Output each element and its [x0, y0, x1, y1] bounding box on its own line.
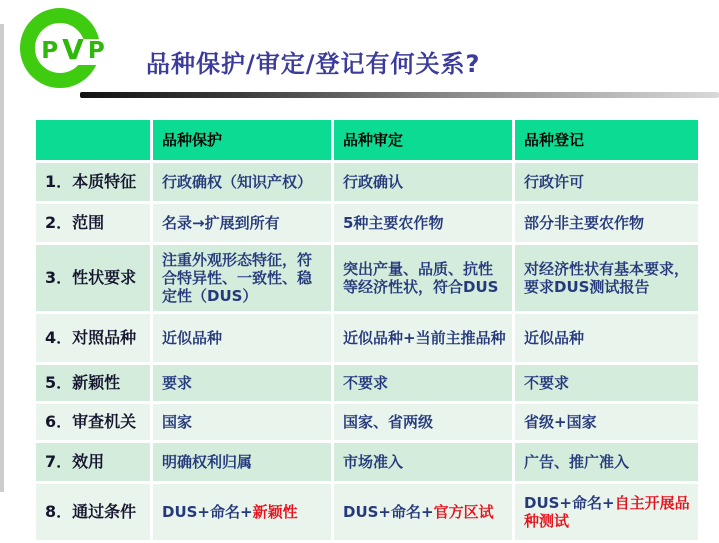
table-cell: 省级+国家 — [515, 404, 698, 440]
row-label: 1．本质特征 — [36, 163, 150, 201]
highlight-red-text: 新颖性 — [252, 502, 298, 521]
table-cell: 近似品种+当前主推品种 — [334, 314, 512, 362]
table-row — [36, 163, 698, 201]
column-header-registration: 品种登记 — [515, 120, 698, 160]
table-cell — [153, 484, 331, 540]
table-cell: 部分非主要农作物 — [515, 204, 698, 242]
table-cell: 国家 — [153, 404, 331, 440]
row-label: 8．通过条件 — [36, 484, 150, 540]
row-label: 5．新颖性 — [36, 365, 150, 401]
left-edge-line — [0, 24, 4, 492]
row-label: 6．审查机关 — [36, 404, 150, 440]
table-cell: 行政确权（知识产权） — [153, 163, 331, 201]
table-cell: 5种主要农作物 — [334, 204, 512, 242]
table-cell — [515, 484, 698, 540]
table-cell: 行政确认 — [334, 163, 512, 201]
table-header-row — [36, 120, 698, 160]
logo-text — [27, 34, 119, 68]
logo-letter-v: V — [62, 33, 84, 66]
logo-letter-p1: P — [41, 37, 59, 64]
table-row — [36, 204, 698, 242]
table-row — [36, 314, 698, 362]
table-cell: 近似品种 — [515, 314, 698, 362]
table-cell: 不要求 — [515, 365, 698, 401]
table-row — [36, 365, 698, 401]
table-cell: 注重外观形态特征，符合特异性、一致性、稳定性（DUS） — [153, 245, 331, 311]
column-header-certification: 品种审定 — [334, 120, 512, 160]
highlight-red-text: 自主开展品种测试 — [524, 493, 690, 530]
table-cell: 突出产量、品质、抗性等经济性状，符合DUS — [334, 245, 512, 311]
table-cell: 行政许可 — [515, 163, 698, 201]
column-header-empty — [36, 120, 150, 160]
row-label: 4．对照品种 — [36, 314, 150, 362]
cell-text: DUS+命名+ — [343, 502, 434, 521]
table-cell: 广告、推广准入 — [515, 443, 698, 481]
comparison-table — [33, 117, 701, 543]
table-row — [36, 245, 698, 311]
table-cell: 市场准入 — [334, 443, 512, 481]
table-row — [36, 404, 698, 440]
table-cell: 明确权利归属 — [153, 443, 331, 481]
title-divider — [80, 92, 719, 98]
logo-letter-p2: P — [87, 37, 105, 64]
table-cell: 不要求 — [334, 365, 512, 401]
table-cell: 对经济性状有基本要求，要求DUS测试报告 — [515, 245, 698, 311]
table-cell: 国家、省两级 — [334, 404, 512, 440]
page-title: 品种保护/审定/登记有何关系? — [146, 50, 481, 78]
table-row — [36, 443, 698, 481]
table-cell: 要求 — [153, 365, 331, 401]
table-cell: 名录→扩展到所有 — [153, 204, 331, 242]
row-label: 3．性状要求 — [36, 245, 150, 311]
table-cell: 近似品种 — [153, 314, 331, 362]
table-row — [36, 484, 698, 540]
row-label: 7．效用 — [36, 443, 150, 481]
cell-text: DUS+命名+ — [162, 502, 253, 521]
row-label: 2．范围 — [36, 204, 150, 242]
cell-text: DUS+命名+ — [524, 493, 615, 512]
table-cell — [334, 484, 512, 540]
column-header-protection: 品种保护 — [153, 120, 331, 160]
pvp-logo — [16, 6, 120, 98]
highlight-red-text: 官方区试 — [433, 502, 494, 521]
